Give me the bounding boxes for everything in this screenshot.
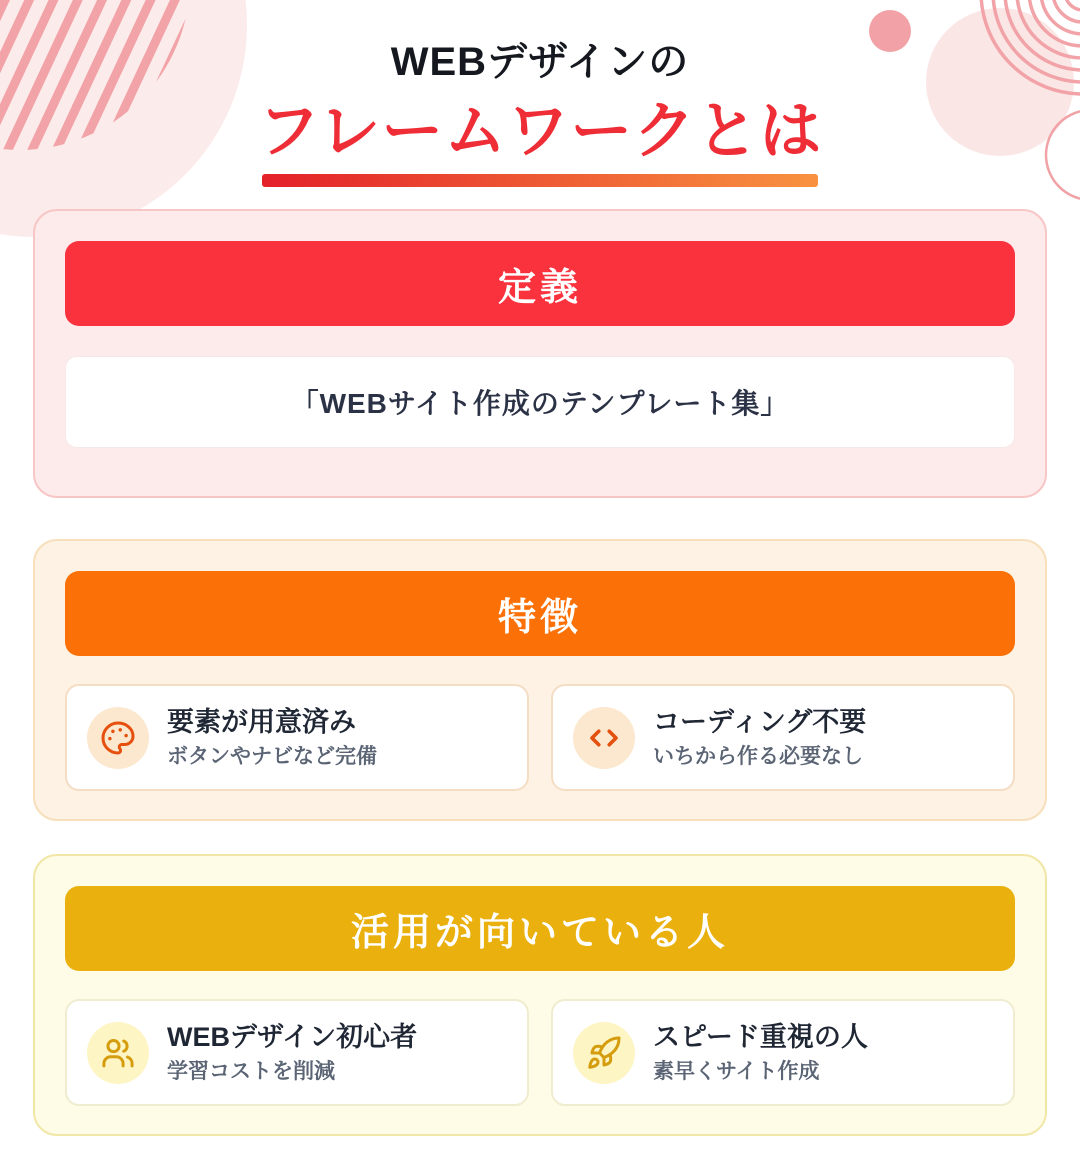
page-title-small: WEBデザインの — [390, 40, 690, 84]
page-title-main: フレームワークとは — [257, 97, 823, 166]
title-underline — [262, 174, 818, 187]
definition-header-label: 定義 — [497, 267, 582, 310]
code-icon — [586, 720, 622, 756]
rocket-icon — [586, 1035, 622, 1071]
feature-card-nocoding — [551, 684, 1015, 791]
feature-card-subtitle: ボタンやナビなど完備 — [167, 744, 377, 768]
audience-card-text — [653, 1021, 868, 1084]
audience-cards-row — [65, 999, 1015, 1106]
section-definition — [33, 209, 1047, 498]
palette-icon — [100, 720, 136, 756]
section-features — [33, 539, 1047, 821]
feature-card-title: コーディング不要 — [653, 707, 867, 738]
definition-body-text: 「WEBサイト作成のテンプレート集」 — [290, 388, 790, 420]
audience-header-label: 活用が向いている人 — [350, 912, 729, 955]
hero-header — [0, 0, 1080, 187]
audience-card-title: WEBデザイン初心者 — [167, 1022, 418, 1053]
feature-card-subtitle: いちから作る必要なし — [653, 744, 863, 768]
audience-card-beginner — [65, 999, 529, 1106]
feature-icon-badge — [87, 707, 149, 769]
features-header-label: 特徴 — [497, 597, 582, 640]
audience-card-speed — [551, 999, 1015, 1106]
users-icon — [100, 1035, 136, 1071]
definition-header-band — [65, 241, 1015, 326]
feature-card-text — [167, 706, 377, 769]
audience-header-band — [65, 886, 1015, 971]
feature-card-elements — [65, 684, 529, 791]
definition-card — [65, 356, 1015, 448]
features-header-band — [65, 571, 1015, 656]
audience-card-subtitle: 素早くサイト作成 — [653, 1059, 820, 1083]
section-audience — [33, 854, 1047, 1136]
audience-card-title: スピード重視の人 — [653, 1022, 868, 1053]
audience-card-text — [167, 1021, 417, 1084]
audience-icon-badge — [87, 1022, 149, 1084]
feature-icon-badge — [573, 707, 635, 769]
audience-card-subtitle: 学習コストを削減 — [167, 1059, 335, 1083]
features-cards-row — [65, 684, 1015, 791]
audience-icon-badge — [573, 1022, 635, 1084]
feature-card-title: 要素が用意済み — [167, 707, 356, 738]
feature-card-text — [653, 706, 866, 769]
